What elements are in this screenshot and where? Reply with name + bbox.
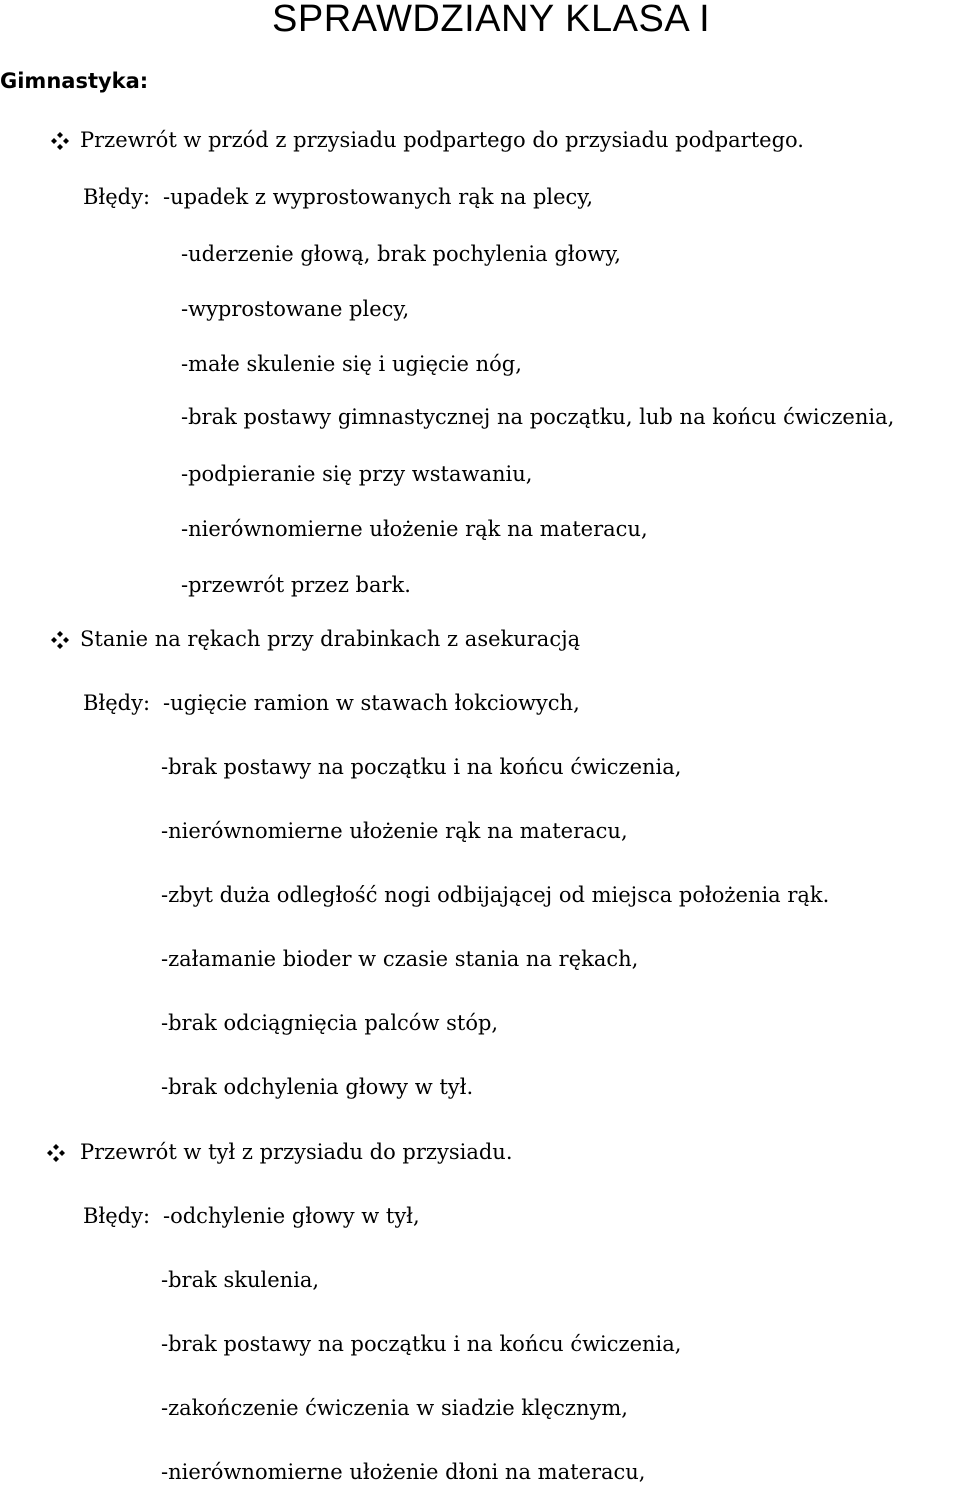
exercise-2-error-6: -brak odciągnięcia palców stóp, <box>161 1011 499 1035</box>
page-title: SPRAWDZIANY KLASA I <box>272 0 711 40</box>
exercise-1-error-6: -podpieranie się przy wstawaniu, <box>181 462 533 486</box>
exercise-1-error-4: -małe skulenie się i ugięcie nóg, <box>181 352 522 376</box>
exercise-3-errors-label: Błędy: <box>83 1204 151 1228</box>
section-label-gymnastics: Gimnastyka: <box>0 69 149 93</box>
exercise-2-error-4: -zbyt duża odległość nogi odbijającej od miejsca położenia rąk. <box>161 883 830 907</box>
exercise-3-error-4: -zakończenie ćwiczenia w siadzie klęcznym, <box>161 1396 628 1420</box>
exercise-1-name: Przewrót w przód z przysiadu podpartego do przysiadu podpartego. <box>80 128 804 152</box>
exercise-2-error-5: -załamanie bioder w czasie stania na rękach, <box>161 947 639 971</box>
exercise-3-name: Przewrót w tył z przysiadu do przysiadu. <box>80 1140 513 1164</box>
exercise-2-name: Stanie na rękach przy drabinkach z asekuracją <box>80 627 581 651</box>
diamond-bullet-icon <box>50 630 70 650</box>
exercise-3-error-2: -brak skulenia, <box>161 1268 320 1292</box>
exercise-1-error-1: -upadek z wyprostowanych rąk na plecy, <box>163 185 594 209</box>
exercise-2-error-1: -ugięcie ramion w stawach łokciowych, <box>163 691 580 715</box>
exercise-2-error-3: -nierównomierne ułożenie rąk na materacu, <box>161 819 628 843</box>
exercise-3-error-5: -nierównomierne ułożenie dłoni na materacu, <box>161 1460 646 1484</box>
exercise-1-error-5: -brak postawy gimnastycznej na początku, lub na końcu ćwiczenia, <box>181 405 895 429</box>
exercise-2-error-7: -brak odchylenia głowy w tył. <box>161 1075 474 1099</box>
exercise-1-error-8: -przewrót przez bark. <box>181 573 411 597</box>
exercise-3-error-3: -brak postawy na początku i na końcu ćwiczenia, <box>161 1332 682 1356</box>
diamond-bullet-icon <box>46 1143 66 1163</box>
exercise-1-errors-label: Błędy: <box>83 185 151 209</box>
exercise-1-error-2: -uderzenie głową, brak pochylenia głowy, <box>181 242 621 266</box>
exercise-2-errors-label: Błędy: <box>83 691 151 715</box>
exercise-1-error-3: -wyprostowane plecy, <box>181 297 410 321</box>
exercise-2-error-2: -brak postawy na początku i na końcu ćwiczenia, <box>161 755 682 779</box>
exercise-1-error-7: -nierównomierne ułożenie rąk na materacu, <box>181 517 648 541</box>
exercise-3-error-1: -odchylenie głowy w tył, <box>163 1204 420 1228</box>
diamond-bullet-icon <box>50 131 70 151</box>
